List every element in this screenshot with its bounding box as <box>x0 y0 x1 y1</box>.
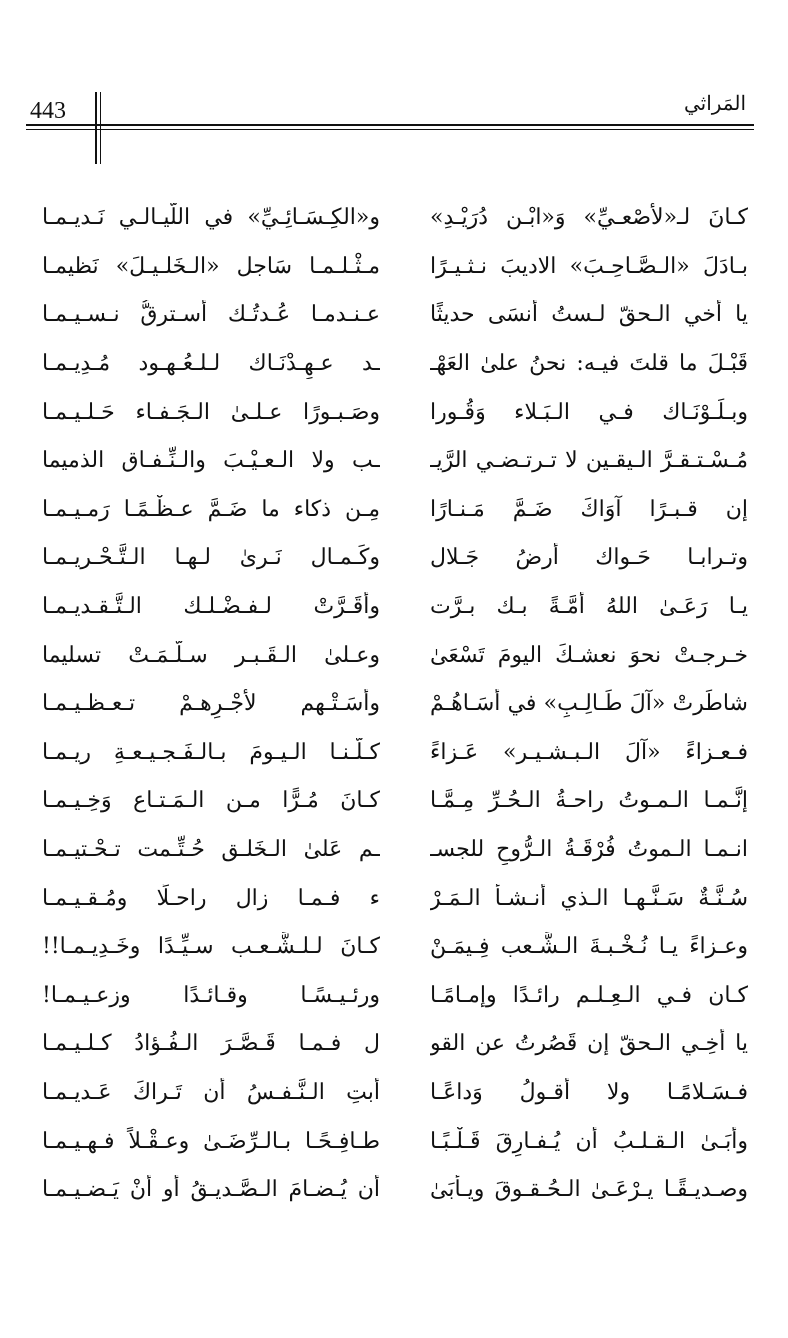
verse-second-hemistich: كـانَ لـلـشَّـعـب سـيِّـدًا وخَـدِيـمـا!! <box>42 934 380 960</box>
verse-line <box>40 923 748 972</box>
verse-second-hemistich: وعـلىٰ الـقَـبـر سـلَّـمَـتْ تسليما <box>42 642 380 668</box>
verse-first-hemistich: فـعـزاءً «آلَ الـبـشـيـر» عَـزاءً <box>430 739 748 765</box>
verse-first-hemistich: وصـديـقًـا يـرْعَـىٰ الـحُـقـوقَ ويـأبَىٰ <box>430 1177 748 1203</box>
verse-first-hemistich: خـرجـتْ نحوَ نعشـكَ اليومَ تَسْعَىٰ <box>430 642 748 668</box>
verse-line <box>40 777 748 826</box>
verse-second-hemistich: عـنـدمـا عُـدتُـك أسـترقُّ نـسـيـمـا <box>42 302 380 328</box>
verse-first-hemistich: انـمـا الـموتُ فُرْقَـةُ الـرُّوحِ للجسـ <box>430 837 748 863</box>
verse-line <box>40 972 748 1021</box>
verse-second-hemistich: طـافِـحًـا بـالـرِّضَـىٰ وعـقْـلاً فـهـيـمـا <box>42 1128 380 1154</box>
verse-second-hemistich: وأسَـتْـهم لأجْـرِهـمْ تـعـظـيـمـا <box>42 691 380 717</box>
verse-line <box>40 874 748 923</box>
verse-first-hemistich: إن قـبـرًا آوَاكَ ضَـمَّ مَـنـارًا <box>430 496 748 522</box>
verse-second-hemistich: وصَـبـورًا عـلـىٰ الـجَـفـاء حَـلـيـمـا <box>42 399 380 425</box>
verse-first-hemistich: وأبَـىٰ الـقـلـبُ أن يُـفـارِقَ قَـلْـبًـا <box>430 1128 748 1154</box>
verse-line <box>40 486 748 535</box>
verse-second-hemistich: أبتِ الـنَّـفـسُ أن تَـراكَ عَـديـمـا <box>42 1079 380 1105</box>
verse-first-hemistich: كـان فـي الـعِـلـم رائـدًا وإمـامًـا <box>430 982 748 1008</box>
verse-line <box>40 1166 748 1215</box>
header-divider-thin <box>100 92 101 164</box>
verse-second-hemistich: ل فـمـا قَـصَّـرَ الـفُـؤادُ كـلـيـمـا <box>42 1031 380 1057</box>
verse-first-hemistich: فـسَـلامًـا ولا أقـولُ وَداعًـا <box>430 1079 748 1105</box>
verse-line <box>40 437 748 486</box>
page-number: 443 <box>30 98 66 124</box>
verse-line <box>40 583 748 632</box>
verse-line <box>40 680 748 729</box>
verse-second-hemistich: ء فـمـا زال راحـلًا ومُـقـيـمـا <box>42 885 380 911</box>
verse-second-hemistich: و«الكِـسَـائِـيِّ» في اللَّيـالـي نَـديـمـا <box>42 205 380 231</box>
chapter-title: المَراثي <box>683 91 746 115</box>
verse-first-hemistich: قَبْـلَ ما قلتَ فيـه: نحنُ علىٰ العَهْـ <box>430 351 748 377</box>
verse-first-hemistich: يا أخي الـحقّ لـستُ أنسَى حديثًا <box>430 302 748 328</box>
verse-second-hemistich: أن يُـضـامَ الـصَّـديـقُ أو أنْ يَـضـيـمـا <box>42 1177 380 1203</box>
verse-second-hemistich: ـد عـهِـدْنَـاك لـلـعُـهـود مُـدِيـمـا <box>42 351 380 377</box>
header-rule-thin <box>26 129 754 130</box>
verse-first-hemistich: مُـسْـتـقـرَّ الـيقـين لا تـرتـضـي الرَّيـ <box>430 448 748 474</box>
verse-line <box>40 729 748 778</box>
verse-second-hemistich: ـم عَلىٰ الـخَلـق حُـتِّـمت تـحْـتيـمـا <box>42 837 380 863</box>
verse-first-hemistich: يـا رَعَـىٰ اللهُ أمَّـةً بـك بـرَّت <box>430 594 748 620</box>
verse-first-hemistich: يا أخِـي الـحقّ إن قَصُرتُ عن القو <box>430 1031 748 1057</box>
verse-line <box>40 194 748 243</box>
verse-second-hemistich: مِـن ذكاء ما ضَـمَّ عـظْـمًـا رَمـيـمـا <box>42 496 380 522</box>
verse-line <box>40 1069 748 1118</box>
verse-second-hemistich: مـثْـلـمـا سَاجل «الـخَلـيـلَ» نَظيمـا <box>42 253 380 279</box>
verse-second-hemistich: كـانَ مُـرًّا مـن الـمَـتـاع وَخِـيـمـا <box>42 788 380 814</box>
header-rule <box>26 124 754 126</box>
verse-first-hemistich: وعـزاءً يـا نُـخْـبـةَ الـشَّـعب فِـيمَـنْ <box>430 934 748 960</box>
poem-body <box>40 194 748 1214</box>
verse-line <box>40 340 748 389</box>
verse-second-hemistich: ـب ولا الـعـيْـبَ والـنِّـفـاق الذميما <box>42 448 380 474</box>
verse-line <box>40 534 748 583</box>
header-divider <box>95 92 97 164</box>
verse-first-hemistich: وبـلَـوْنَـاك فـي الـبَـلاء وَقُـورا <box>430 399 748 425</box>
verse-first-hemistich: إنَّـمـا الـمـوتُ راحـةُ الـحُـرِّ مِـمَّـا <box>430 788 748 814</box>
verse-first-hemistich: وتـرابـا حَـواك أرضُ جَـلال <box>430 545 748 571</box>
verse-line <box>40 243 748 292</box>
verse-second-hemistich: ورئـيـسًـا وقـائـدًا وزعـيـمـا! <box>42 982 380 1008</box>
verse-line <box>40 1020 748 1069</box>
verse-second-hemistich: وأقَـرَّتْ لـفـضْـلـك الـتَّـقـديـمـا <box>42 594 380 620</box>
verse-line <box>40 388 748 437</box>
verse-line <box>40 1117 748 1166</box>
verse-second-hemistich: وكَـمـال نَـرىٰ لـهـا الـتَّـحْـريـمـا <box>42 545 380 571</box>
verse-second-hemistich: كـلُّـنـا الـيـومَ بـالـفَـجـيـعـةِ ريـمـا <box>42 739 380 765</box>
verse-line <box>40 291 748 340</box>
verse-line <box>40 631 748 680</box>
verse-first-hemistich: شاطَرتْ «آلَ طَـالِـبِ» في أسَـاهُـمْ <box>430 691 748 717</box>
verse-first-hemistich: سُـنَّـةٌ سَـنَّـهـا الـذي أنـشـأ الـمَـرْ <box>430 885 748 911</box>
verse-line <box>40 826 748 875</box>
verse-first-hemistich: كـانَ لـ«لأصْعـيِّ» وَ«ابْـن دُرَيْـدِ» <box>430 205 748 231</box>
verse-first-hemistich: بـادَلَ «الـصَّـاحِـبَ» الاديبَ نـثـيـرًا <box>430 253 748 279</box>
